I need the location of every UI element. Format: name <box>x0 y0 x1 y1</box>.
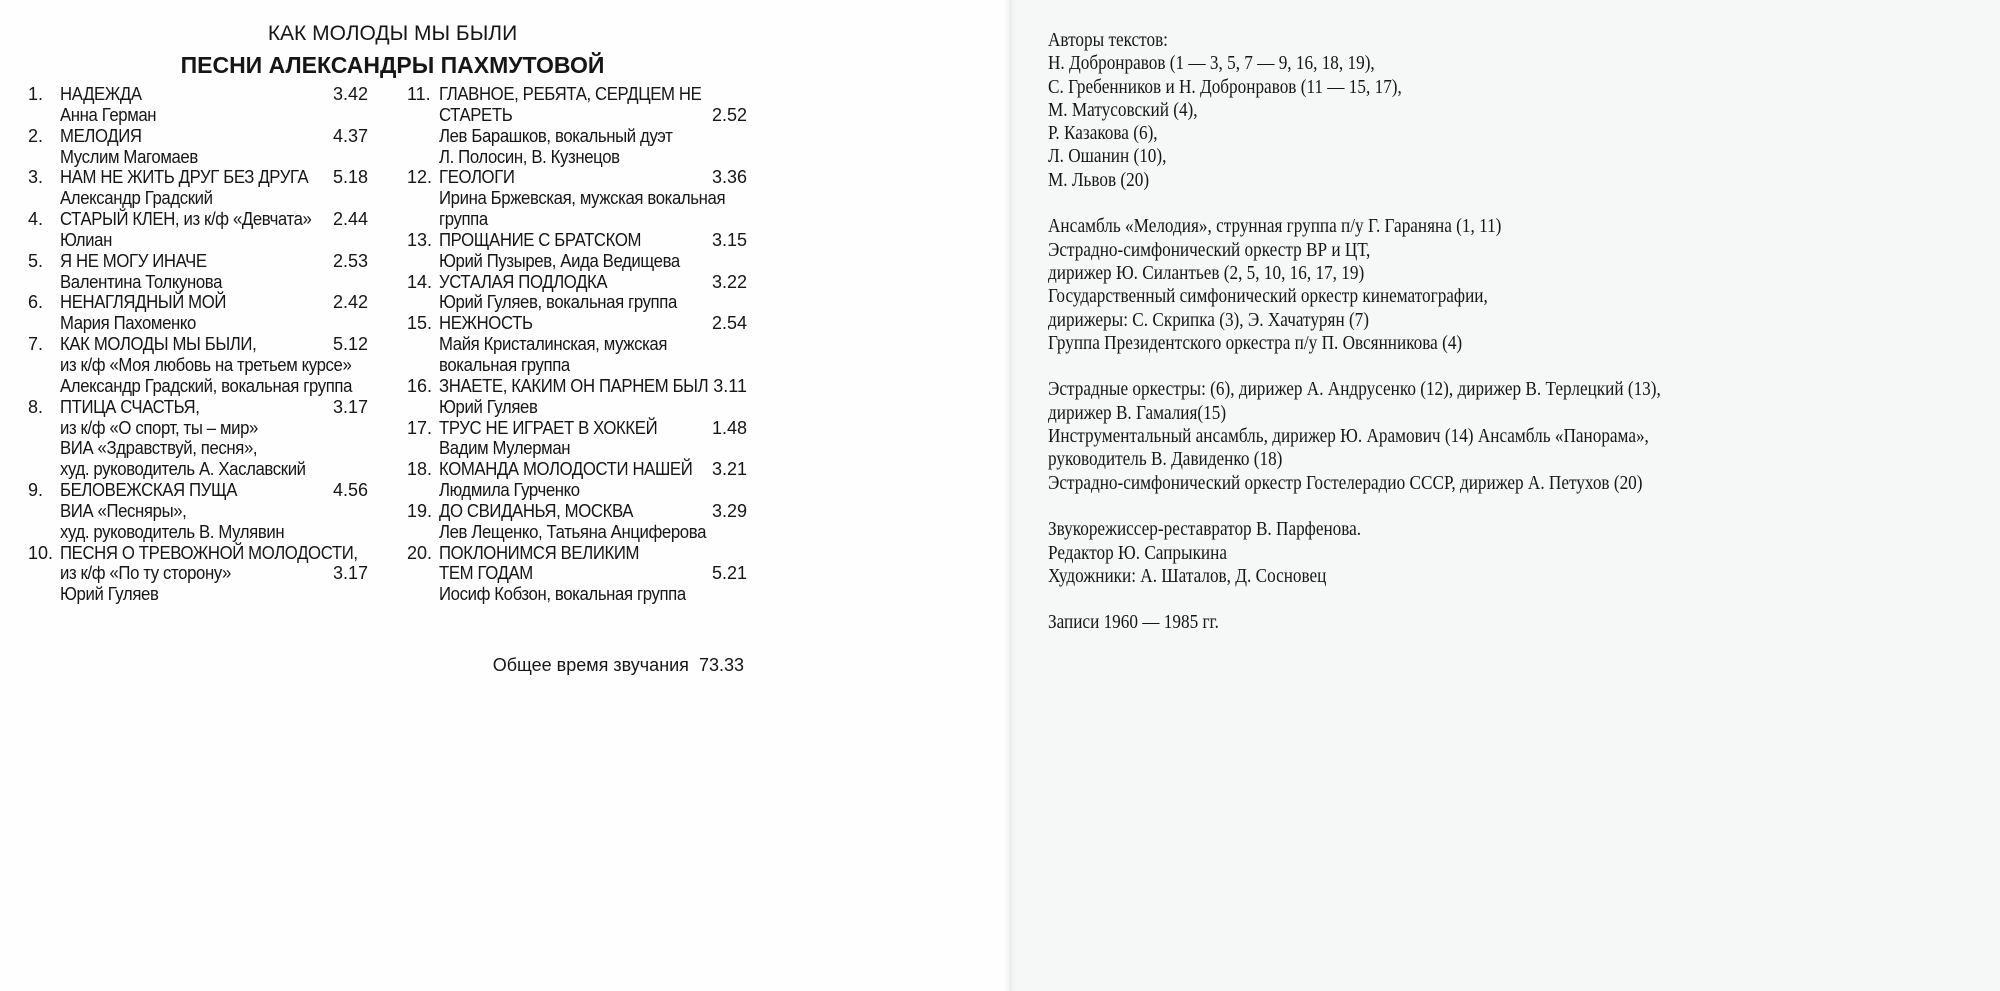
track-title: СТАРЫЙ КЛЕН, из к/ф «Девчата» <box>60 209 312 230</box>
track-duration: 3.17 <box>332 563 368 584</box>
track-title: ПОКЛОНИМСЯ ВЕЛИКИМ <box>439 542 640 563</box>
track-performer: Муслим Магомаев <box>60 146 198 167</box>
track-number: 14. <box>407 271 433 292</box>
track-number: 15. <box>407 313 433 334</box>
track-performer-line <box>28 584 368 605</box>
track-title-line <box>28 563 368 584</box>
track-performer-line <box>407 209 747 230</box>
track-title-line <box>28 251 368 272</box>
track-title: НЕЖНОСТЬ <box>439 313 533 334</box>
track-title: Я НЕ МОГУ ИНАЧЕ <box>60 250 207 271</box>
track-item <box>28 480 368 543</box>
total-duration-label: Общее время звучания <box>492 655 689 675</box>
track-performer: худ. руководитель А. Хаславский <box>60 459 306 480</box>
track-duration: 5.18 <box>332 167 368 188</box>
track-item <box>28 292 368 334</box>
track-title-line <box>407 272 747 293</box>
track-performer: Лев Лещенко, Татьяна Анциферова <box>439 521 707 542</box>
track-number: 19. <box>407 500 433 521</box>
track-number: 9. <box>28 480 44 501</box>
track-performer: Юрий Пузырев, Аида Ведищева <box>439 250 680 271</box>
track-duration: 3.36 <box>711 167 747 188</box>
track-title-line <box>28 543 368 564</box>
track-number: 3. <box>28 167 44 188</box>
track-performer: Анна Герман <box>60 104 157 125</box>
track-performer-line <box>407 397 747 418</box>
track-title-line <box>28 397 368 418</box>
track-performer-line <box>28 272 368 293</box>
credits-line: дирижеры: С. Скрипка (3), Э. Хачатурян (7) <box>1048 308 1370 331</box>
track-performer-line <box>28 501 368 522</box>
track-item <box>407 167 747 230</box>
track-performer: Л. Полосин, В. Кузнецов <box>439 146 620 167</box>
track-duration: 1.48 <box>711 417 747 438</box>
track-number: 12. <box>407 167 433 188</box>
track-title: ПТИЦА СЧАСТЬЯ, <box>60 396 200 417</box>
track-performer-line <box>407 584 747 605</box>
track-performer-line <box>407 522 747 543</box>
track-item <box>28 543 368 606</box>
track-number: 16. <box>407 375 433 396</box>
credits-line: Ансамбль «Мелодия», струнная группа п/у Г. Гараняна (1, 11) <box>1048 215 1502 238</box>
credits-line: Р. Казакова (6), <box>1048 122 1158 145</box>
track-title-line <box>407 105 747 126</box>
track-item <box>407 459 747 501</box>
track-title-line <box>28 209 368 230</box>
track-duration: 2.42 <box>332 292 368 313</box>
track-duration: 2.52 <box>711 104 747 125</box>
track-item <box>28 397 368 480</box>
track-number: 8. <box>28 396 44 417</box>
track-title: ДО СВИДАНЬЯ, МОСКВА <box>439 500 634 521</box>
total-duration-value: 73.33 <box>698 655 744 675</box>
track-title-line <box>407 313 747 334</box>
credits-line: М. Матусовский (4), <box>1048 98 1198 121</box>
credits-line: Л. Ошанин (10), <box>1048 145 1167 168</box>
track-title: КАК МОЛОДЫ МЫ БЫЛИ, <box>60 334 257 355</box>
track-number: 18. <box>407 459 433 480</box>
track-performer: из к/ф «О спорт, ты – мир» <box>60 417 258 438</box>
track-item <box>407 313 747 376</box>
track-number: 7. <box>28 334 44 355</box>
track-performer: Юрий Гуляев <box>439 396 538 417</box>
track-performer-line <box>407 480 747 501</box>
track-title: УСТАЛАЯ ПОДЛОДКА <box>439 271 608 292</box>
track-item <box>407 418 747 460</box>
track-number: 17. <box>407 417 433 438</box>
track-performer-line <box>28 313 368 334</box>
track-duration: 5.12 <box>332 334 368 355</box>
track-performer: Иосиф Кобзон, вокальная группа <box>439 584 686 605</box>
track-performer-line <box>28 418 368 439</box>
track-item <box>28 334 368 397</box>
track-title-line <box>407 230 747 251</box>
tracklist-column-1 <box>28 84 368 605</box>
track-title-line <box>28 334 368 355</box>
track-item <box>407 272 747 314</box>
track-item <box>28 84 368 126</box>
credits-line: дирижер В. Гамалия(15) <box>1048 401 1227 424</box>
track-title: НАДЕЖДА <box>60 84 142 104</box>
track-performer-line <box>28 188 368 209</box>
track-title: ТРУС НЕ ИГРАЕТ В ХОККЕЙ <box>439 417 658 438</box>
tracklist-column-2 <box>407 84 747 605</box>
credits-line: С. Гребенников и Н. Добронравов (11 — 15, 17), <box>1048 75 1402 98</box>
track-performer: Лев Барашков, вокальный дуэт <box>439 125 673 146</box>
total-duration <box>0 655 744 676</box>
track-title-line <box>28 84 368 105</box>
track-performer: группа <box>439 209 488 230</box>
track-item <box>407 230 747 272</box>
track-title: МЕЛОДИЯ <box>60 125 142 146</box>
credits-line: Инструментальный ансамбль, дирижер Ю. Арамович (14) Ансамбль «Панорама», <box>1048 425 1649 448</box>
credits-line: руководитель В. Давиденко (18) <box>1048 448 1283 471</box>
track-duration: 2.53 <box>332 250 368 271</box>
track-item <box>28 167 368 209</box>
track-performer: Юрий Гуляев, вокальная группа <box>439 292 677 313</box>
page-fold <box>1004 0 1018 991</box>
track-item <box>407 84 747 167</box>
track-title-line <box>28 480 368 501</box>
track-title: ПЕСНЯ О ТРЕВОЖНОЙ МОЛОДОСТИ, <box>60 542 358 563</box>
credits-spacer <box>1048 588 1661 611</box>
track-number: 4. <box>28 209 44 230</box>
track-number: 6. <box>28 292 44 313</box>
credits-line: Эстрадные оркестры: (6), дирижер А. Андрусенко (12), дирижер В. Терлецкий (13), <box>1048 378 1661 401</box>
track-performer-line <box>407 147 747 168</box>
track-duration: 3.21 <box>711 459 747 480</box>
track-performer: Александр Градский <box>60 188 213 209</box>
album-title: КАК МОЛОДЫ МЫ БЫЛИ <box>267 22 518 45</box>
track-performer: Майя Кристалинская, мужская <box>439 334 668 355</box>
track-performer-line <box>28 105 368 126</box>
track-performer: Ирина Бржевская, мужская вокальная <box>439 188 726 209</box>
track-performer: Валентина Толкунова <box>60 271 223 292</box>
credits-line: Записи 1960 — 1985 гг. <box>1048 611 1219 634</box>
track-performer-line <box>28 355 368 376</box>
track-title-line <box>407 543 747 564</box>
track-title: НАМ НЕ ЖИТЬ ДРУГ БЕЗ ДРУГА <box>60 167 309 188</box>
track-title-line <box>407 459 747 480</box>
track-title-line <box>28 167 368 188</box>
track-performer-line <box>28 376 368 397</box>
track-item <box>28 209 368 251</box>
track-number: 1. <box>28 84 44 104</box>
track-title: НЕНАГЛЯДНЫЙ МОЙ <box>60 292 227 313</box>
credits-line: Группа Президентского оркестра п/у П. Овсянникова (4) <box>1048 331 1463 354</box>
track-performer-line <box>407 251 747 272</box>
track-title-line <box>407 501 747 522</box>
track-performer-line <box>407 126 747 147</box>
track-number: 2. <box>28 125 44 146</box>
track-title-line <box>407 563 747 584</box>
track-duration: 3.15 <box>711 229 747 250</box>
track-duration: 2.44 <box>332 209 368 230</box>
track-duration: 3.42 <box>332 84 368 104</box>
album-subtitle: ПЕСНИ АЛЕКСАНДРЫ ПАХМУТОВОЙ <box>180 52 605 78</box>
track-performer: ВИА «Песняры», <box>60 500 187 521</box>
track-title: СТАРЕТЬ <box>439 104 513 125</box>
track-performer: ВИА «Здравствуй, песня», <box>60 438 258 459</box>
track-title-line <box>28 126 368 147</box>
credits-spacer <box>1048 355 1661 378</box>
credits <box>1048 29 1661 635</box>
track-number: 11. <box>407 84 431 104</box>
track-performer-line <box>407 438 747 459</box>
track-title-line <box>407 167 747 188</box>
track-performer-line <box>407 292 747 313</box>
track-duration: 4.56 <box>332 480 368 501</box>
track-item <box>407 501 747 543</box>
track-performer: Юрий Гуляев <box>60 584 159 605</box>
track-title: ТЕМ ГОДАМ <box>439 563 533 584</box>
track-duration: 5.21 <box>711 563 747 584</box>
credits-line: Звукорежиссер-реставратор В. Парфенова. <box>1048 518 1362 541</box>
track-item <box>28 251 368 293</box>
track-performer: Вадим Мулерман <box>439 438 571 459</box>
credits-spacer <box>1048 192 1661 215</box>
track-title: ПРОЩАНИЕ С БРАТСКОМ <box>439 229 642 250</box>
track-performer: вокальная группа <box>439 354 570 375</box>
track-title: ГЛАВНОЕ, РЕБЯТА, СЕРДЦЕМ НЕ <box>439 84 702 104</box>
track-item <box>28 126 368 168</box>
credits-line: М. Львов (20) <box>1048 168 1150 191</box>
track-performer-line <box>28 230 368 251</box>
credits-line: Редактор Ю. Сапрыкина <box>1048 541 1227 564</box>
track-item <box>407 376 747 418</box>
track-duration: 3.11 <box>713 375 747 396</box>
track-title: из к/ф «По ту сторону» <box>60 563 231 584</box>
track-performer-line <box>28 522 368 543</box>
credits-line: Художники: А. Шаталов, Д. Сосновец <box>1048 564 1327 587</box>
track-performer: Людмила Гурченко <box>439 480 580 501</box>
track-performer-line <box>28 147 368 168</box>
credits-line: Государственный симфонический оркестр кинематографии, <box>1048 285 1488 308</box>
track-duration: 2.54 <box>711 313 747 334</box>
track-title: ГЕОЛОГИ <box>439 167 515 188</box>
track-title: ЗНАЕТЕ, КАКИМ ОН ПАРНЕМ БЫЛ <box>439 375 709 396</box>
credits-spacer <box>1048 495 1661 518</box>
track-number: 10. <box>28 542 54 563</box>
track-number: 5. <box>28 250 44 271</box>
track-item <box>407 543 747 606</box>
track-performer-line <box>28 438 368 459</box>
track-duration: 3.29 <box>711 500 747 521</box>
track-title: КОМАНДА МОЛОДОСТИ НАШЕЙ <box>439 459 693 480</box>
track-performer: Мария Пахоменко <box>60 313 196 334</box>
track-performer-line <box>28 459 368 480</box>
credits-line: Авторы текстов: <box>1048 29 1168 51</box>
track-title-line <box>28 292 368 313</box>
credits-line: Н. Добронравов (1 — 3, 5, 7 — 9, 16, 18, 19), <box>1048 52 1375 75</box>
track-title-line <box>407 418 747 439</box>
track-performer-line <box>407 355 747 376</box>
track-number: 13. <box>407 229 433 250</box>
track-performer: из к/ф «Моя любовь на третьем курсе» <box>60 354 352 375</box>
track-performer: Александр Градский, вокальная группа <box>60 375 353 396</box>
track-title-line <box>407 84 747 105</box>
track-number: 20. <box>407 542 433 563</box>
track-title: БЕЛОВЕЖСКАЯ ПУЩА <box>60 480 238 501</box>
credits-line: дирижер Ю. Силантьев (2, 5, 10, 16, 17, 19) <box>1048 261 1365 284</box>
track-duration: 4.37 <box>332 125 368 146</box>
track-performer-line <box>407 188 747 209</box>
track-duration: 3.22 <box>711 271 747 292</box>
track-performer: худ. руководитель В. Мулявин <box>60 521 285 542</box>
credits-line: Эстрадно-симфонический оркестр Гостелерадио СССР, дирижер А. Петухов (20) <box>1048 471 1643 494</box>
track-title-line <box>407 376 747 397</box>
track-duration: 3.17 <box>332 396 368 417</box>
credits-line: Эстрадно-симфонический оркестр ВР и ЦТ, <box>1048 238 1371 261</box>
track-performer-line <box>407 334 747 355</box>
track-performer: Юлиан <box>60 229 112 250</box>
